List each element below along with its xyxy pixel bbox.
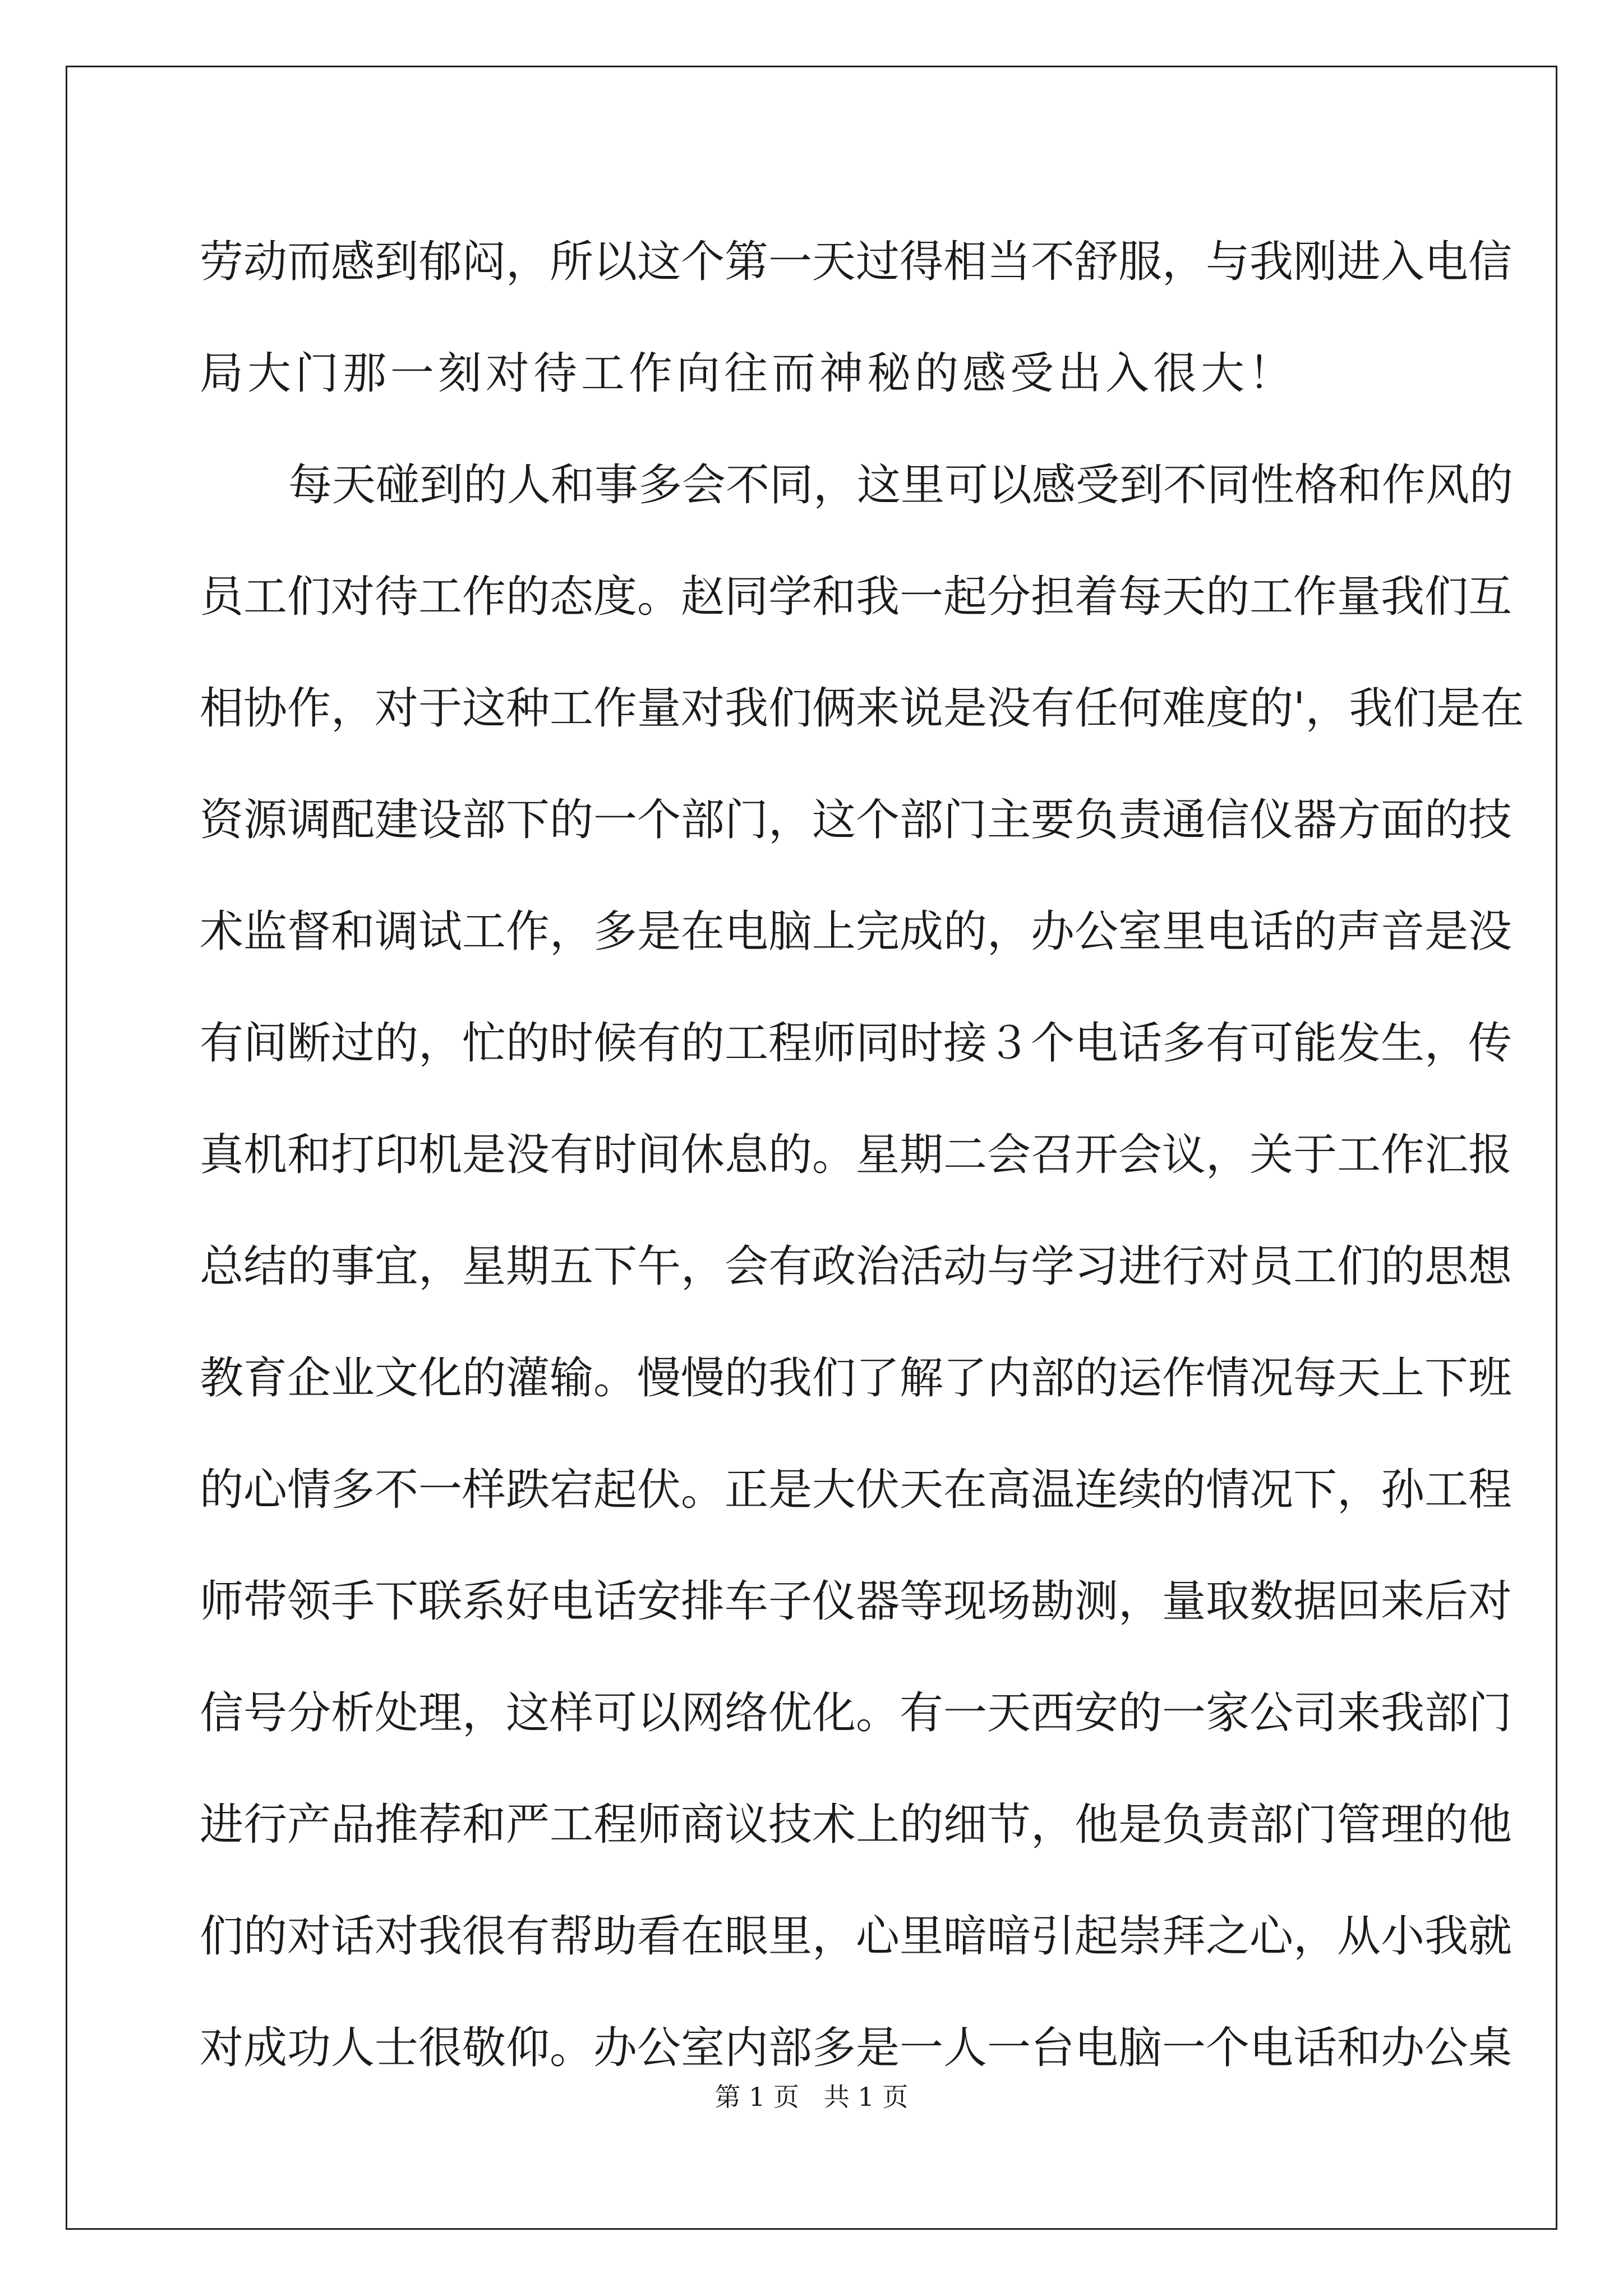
body-line: 劳动而感到郁闷，所以这个第一天过得相当不舒服，与我刚进入电信 (200, 237, 1513, 287)
body-line: 局大门那一刻对待工作向往而神秘的感受出入很大！ (200, 348, 1297, 399)
body-line: 们的对话对我很有帮助看在眼里，心里暗暗引起崇拜之心，从小我就 (200, 1911, 1513, 1962)
body-line: 信号分析处理，这样可以网络优化。有一天西安的一家公司来我部门 (200, 1688, 1513, 1738)
body-line: 的心情多不一样跌宕起伏。正是大伏天在高温连续的情况下，孙工程 (200, 1465, 1513, 1515)
body-line: 对成功人士很敬仰。办公室内部多是一人一台电脑一个电话和办公桌 (200, 2023, 1513, 2073)
page-number-footer: 第 1 页 共 1 页 (714, 2082, 909, 2112)
body-line: 师带领手下联系好电话安排车子仪器等现场勘测，量取数据回来后对 (200, 1576, 1513, 1627)
body-line: 每天碰到的人和事多会不同，这里可以感受到不同性格和作风的 (288, 460, 1514, 510)
body-line: 相协作，对于这种工作量对我们俩来说是没有任何难度的'，我们是在 (200, 683, 1524, 734)
body-line: 术监督和调试工作，多是在电脑上完成的，办公室里电话的声音是没 (200, 907, 1513, 957)
body-line: 总结的事宜，星期五下午，会有政治活动与学习进行对员工们的思想 (200, 1241, 1513, 1292)
body-line: 教育企业文化的灌输。慢慢的我们了解了内部的运作情况每天上下班 (200, 1353, 1513, 1404)
body-line: 资源调配建设部下的一个部门，这个部门主要负责通信仪器方面的技 (200, 795, 1513, 845)
body-line: 进行产品推荐和严工程师商议技术上的细节，他是负责部门管理的他 (200, 1800, 1513, 1850)
body-line: 有间断过的，忙的时候有的工程师同时接３个电话多有可能发生，传 (200, 1018, 1513, 1069)
body-line: 员工们对待工作的态度。赵同学和我一起分担着每天的工作量我们互 (200, 572, 1513, 622)
body-line: 真机和打印机是没有时间休息的。星期二会召开会议，关于工作汇报 (200, 1130, 1513, 1180)
document-body (200, 206, 1524, 2104)
